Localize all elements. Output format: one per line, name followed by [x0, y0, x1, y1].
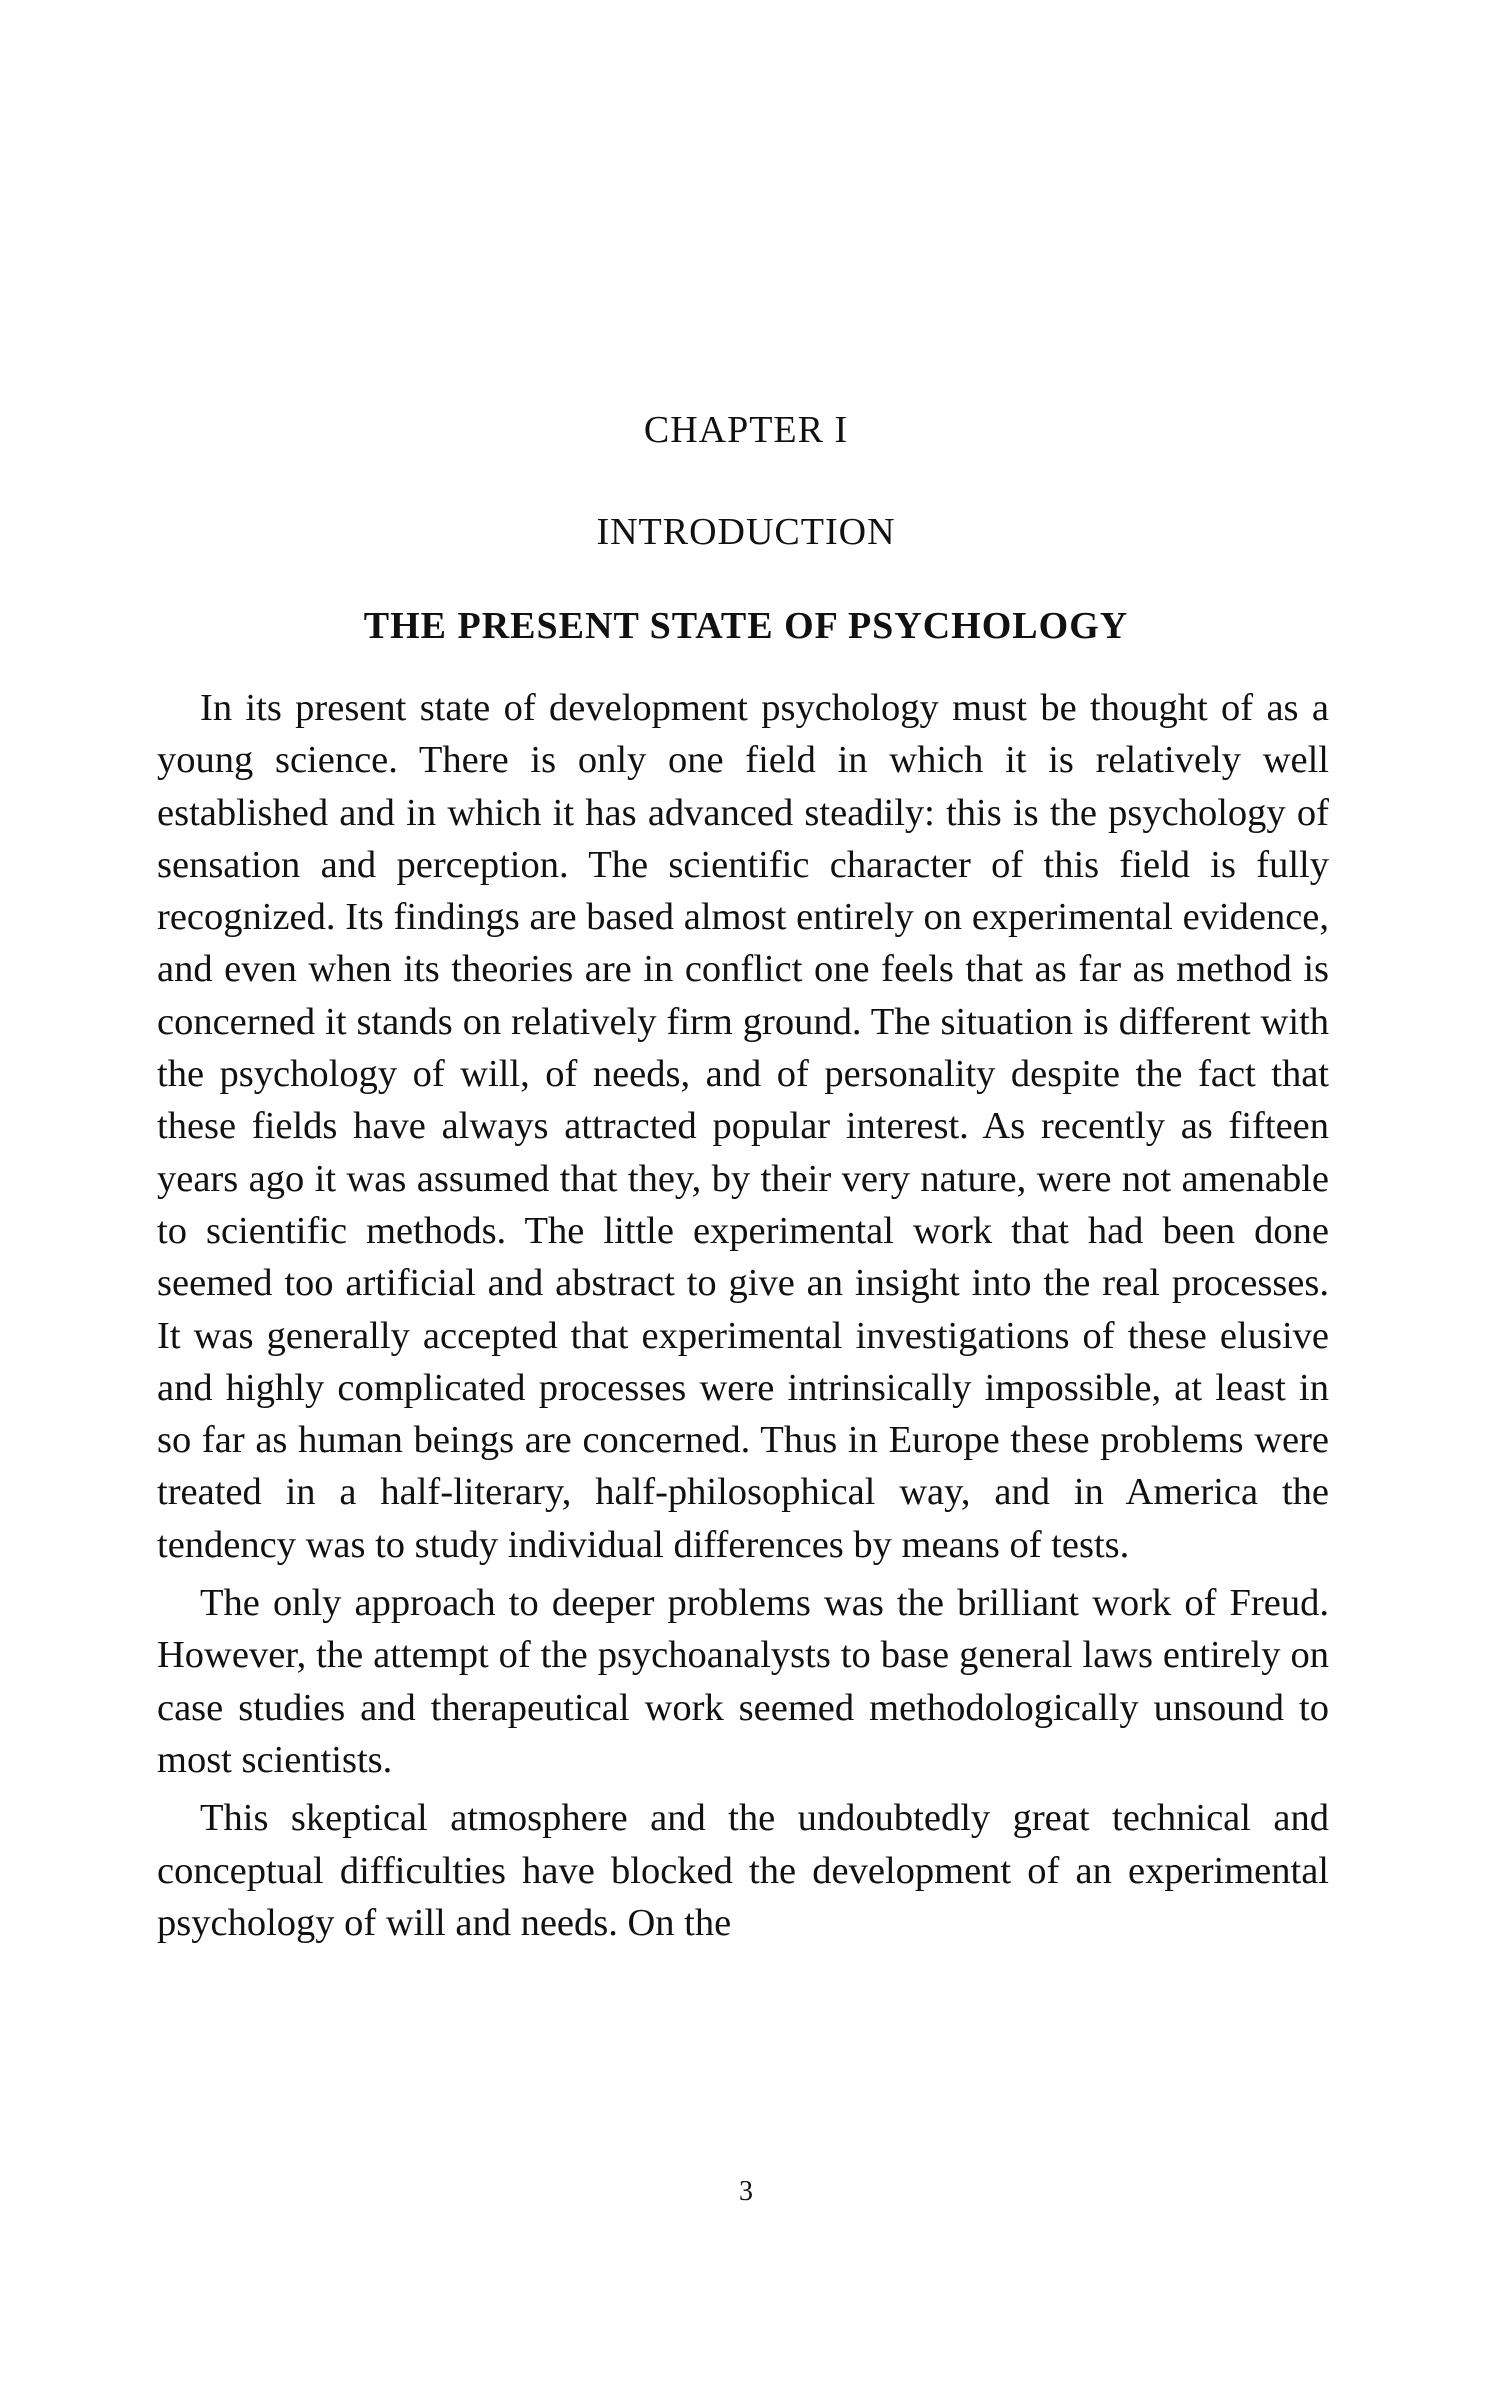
paragraph: This skeptical atmosphere and the undoubtedly great technical and conceptual difficulties have blocked the development of an experimental psychology of will and needs. On the — [157, 1797, 1329, 1944]
page-number: 3 — [739, 2176, 753, 2207]
paragraph: In its present state of development psychology must be thought of as a young science. There is only one field in which it is relatively well established and in which it has advanced steadily: this is the psychology of sensation and perception. The scientific character of this field is fully recognized. Its findings are based almost entirely on experimental evidence, and even when its theories are in conflict one feels that as far as method is concerned it stands on relatively firm ground. The situation is different with the psychology of will, of needs, and of personality despite the fact that these fields have always attracted popular interest. As recently as fifteen years ago it was assumed that they, by their very nature, were not amenable to scientific methods. The little experimental work that had been done seemed too artificial and abstract to give an insight into the real processes. It was generally accepted that experimental investigations of these elusive and highly complicated processes were intrinsically impossible, at least in so far as human beings are concerned. Thus in Europe these problems were treated in a half-literary, half-philosophical way, and in America the tendency was to study individual differences by means of tests. — [157, 687, 1329, 1566]
chapter-label: CHAPTER I — [643, 409, 849, 451]
chapter-title: INTRODUCTION — [596, 511, 896, 553]
paragraph: The only approach to deeper problems was the brilliant work of Freud. However, the attempt of the psychoanalysts to base general laws entirely on case studies and therapeutical work seemed methodologically unsound to most scientists. — [157, 1582, 1329, 1781]
body-text — [157, 682, 1329, 1949]
section-heading: THE PRESENT STATE OF PSYCHOLOGY — [363, 605, 1129, 647]
